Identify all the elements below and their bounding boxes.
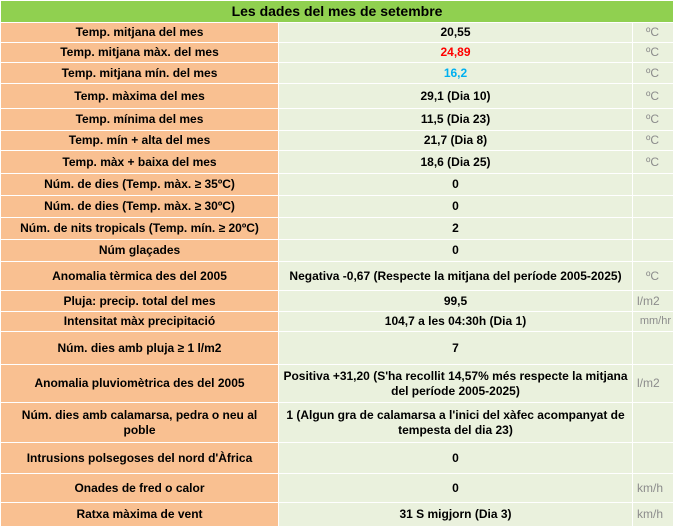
row-value: Positiva +31,20 (S'ha recollit 14,57% més respecte la mitjana del període 2005-2025) [279,365,633,403]
row-value: 31 S migjorn (Dia 3) [279,503,633,527]
row-unit: ºC [633,23,673,43]
row-label: Temp. màxima del mes [1,84,279,109]
row-value: 99,5 [279,291,633,312]
table-row [1,84,673,109]
table-row [1,196,673,218]
row-label: Temp. mitjana mín. del mes [1,63,279,84]
row-unit: ºC [633,43,673,63]
table-row [1,218,673,240]
row-unit: l/m2 [633,291,673,312]
table-row [1,332,673,365]
row-value: 18,6 (Dia 25) [279,151,633,174]
row-label: Temp. mitjana màx. del mes [1,43,279,63]
row-unit: km/h [633,474,673,503]
row-label: Ratxa màxima de vent [1,503,279,527]
row-label: Núm glaçades [1,240,279,262]
row-value: 1 (Algun gra de calamarsa a l'inici del xàfec acompanyat de tempesta del dia 23) [279,403,633,443]
table-row [1,131,673,151]
row-value: 104,7 a les 04:30h (Dia 1) [279,312,633,332]
row-label: Temp. mínima del mes [1,109,279,131]
row-value-max: 24,89 [279,43,633,63]
title-row [1,1,673,23]
row-unit [633,218,673,240]
row-unit: ºC [633,131,673,151]
row-label: Núm. dies amb calamarsa, pedra o neu al poble [1,403,279,443]
row-value: 0 [279,474,633,503]
row-unit: ºC [633,151,673,174]
row-label: Núm. de dies (Temp. màx. ≥ 30ºC) [1,196,279,218]
table-row [1,291,673,312]
row-label: Temp. màx + baixa del mes [1,151,279,174]
row-value-min: 16,2 [279,63,633,84]
table-row [1,240,673,262]
table-row [1,43,673,63]
table-row [1,474,673,503]
row-label: Núm. de dies (Temp. màx. ≥ 35ºC) [1,174,279,196]
row-value: 2 [279,218,633,240]
row-unit: ºC [633,84,673,109]
table-row [1,403,673,443]
table-title: Les dades del mes de setembre [1,1,673,23]
row-unit: ºC [633,262,673,291]
row-label: Anomalia pluviomètrica des del 2005 [1,365,279,403]
table-row [1,312,673,332]
row-unit: ºC [633,63,673,84]
row-unit [633,403,673,443]
row-unit [633,240,673,262]
row-value: 29,1 (Dia 10) [279,84,633,109]
row-label: Intensitat màx precipitació [1,312,279,332]
row-value: Negativa -0,67 (Respecte la mitjana del període 2005-2025) [279,262,633,291]
row-value: 7 [279,332,633,365]
table-row [1,63,673,84]
row-unit [633,174,673,196]
row-unit: l/m2 [633,365,673,403]
table-row [1,262,673,291]
table-row [1,443,673,474]
row-label: Temp. mín + alta del mes [1,131,279,151]
row-value: 11,5 (Dia 23) [279,109,633,131]
table-row [1,503,673,527]
row-value: 0 [279,196,633,218]
table-row [1,365,673,403]
row-value: 0 [279,240,633,262]
row-label: Anomalia tèrmica des del 2005 [1,262,279,291]
row-label: Intrusions polsegoses del nord d'Àfrica [1,443,279,474]
row-label: Núm. de nits tropicals (Temp. mín. ≥ 20ºC) [1,218,279,240]
row-value: 20,55 [279,23,633,43]
table-row [1,109,673,131]
row-label: Temp. mitjana del mes [1,23,279,43]
table-row [1,174,673,196]
row-value: 0 [279,443,633,474]
row-unit: ºC [633,109,673,131]
table-row [1,151,673,174]
row-unit [633,332,673,365]
row-label: Núm. dies amb pluja ≥ 1 l/m2 [1,332,279,365]
row-value: 0 [279,174,633,196]
row-unit: km/h [633,503,673,527]
row-unit [633,196,673,218]
table-row [1,23,673,43]
row-label: Pluja: precip. total del mes [1,291,279,312]
row-unit [633,443,673,474]
row-unit: mm/hr [633,312,673,332]
row-label: Onades de fred o calor [1,474,279,503]
row-value: 21,7 (Dia 8) [279,131,633,151]
